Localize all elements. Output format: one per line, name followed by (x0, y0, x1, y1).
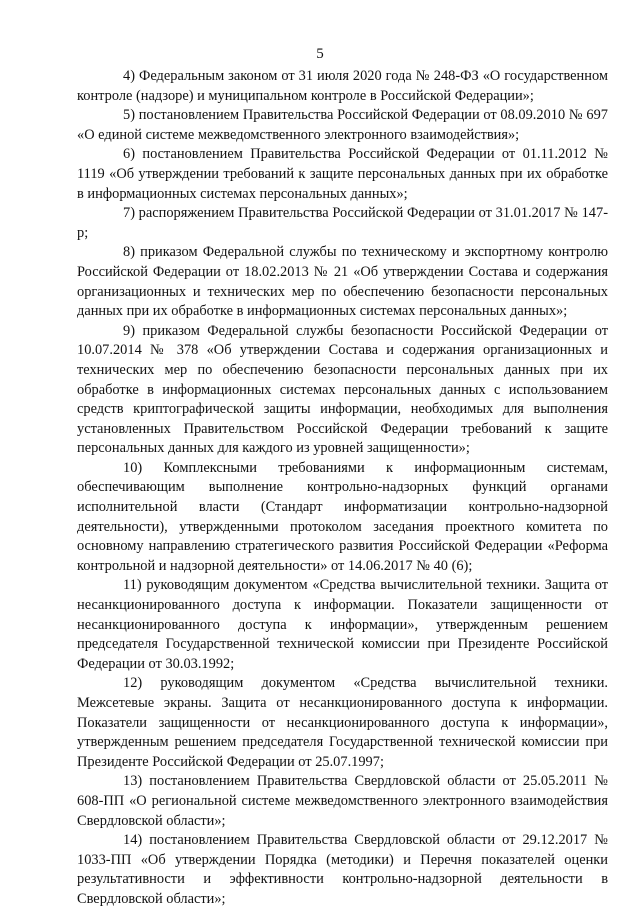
list-item-7: 7) распоряжением Правительства Российской Федерации от 31.01.2017 № 147-р; (77, 205, 608, 241)
list-item-6: 6) постановлением Правительства Российской Федерации от 01.11.2012 № 1119 «Об утверждении требований к защите персональных данных при их обработке в информационных системах персональных данных»; (77, 146, 608, 202)
list-item-14: 14) постановлением Правительства Свердловской области от 29.12.2017 № 1033-ПП «Об утверждении Порядка (методики) и Перечня показателей оценки результативности и эффективности контрольно-надзорной деятельности в Свердловской области»; (77, 832, 608, 907)
list-item-9: 9) приказом Федеральной службы безопасности Российской Федерации от 10.07.2014 № 378 «Об утверждении Состава и содержания организационных и технических мер по обеспечению безопасности персональных данных при их обработке в информационных системах персональных данных с использованием средств криптографической защиты информации, необходимых для выполнения установленных Правительством Российской Федерации требований к защите персональных данных для каждого из уровней защищенности»; (77, 322, 608, 457)
list-item-12: 12) руководящим документом «Средства вычислительной техники. Межсетевые экраны. Защита от несанкционированного доступа к информации. Показатели защищенности от несанкционированного доступа к информации», утвержденным решением председателя Государственной технической комиссии при Президенте Российской Федерации от 25.07.1997; (77, 675, 608, 770)
list-item-4: 4) Федеральным законом от 31 июля 2020 года № 248-ФЗ «О государственном контроле (надзоре) и муниципальном контроле в Российской Федерации»; (77, 68, 608, 104)
list-item-13: 13) постановлением Правительства Свердловской области от 25.05.2011 № 608-ПП «О региональной системе межведомственного электронного взаимодействия Свердловской области»; (77, 773, 608, 829)
page-number: 5 (316, 46, 324, 62)
list-item-5: 5) постановлением Правительства Российской Федерации от 08.09.2010 № 697 «О единой системе межведомственного электронного взаимодействия»; (77, 107, 608, 143)
legal-basis-list (77, 67, 608, 910)
list-item-10: 10) Комплексными требованиями к информационным системам, обеспечивающим выполнение контрольно-надзорных функций органами исполнительной власти (Стандарт информатизации контрольно-надзорной деятельности), утвержденными протоколом заседания проектного комитета по основному направлению стратегического развития Российской Федерации «Реформа контрольной и надзорной деятельности» от 14.06.2017 № 40 (6); (77, 459, 608, 574)
list-item-8: 8) приказом Федеральной службы по техническому и экспортному контролю Российской Федерации от 18.02.2013 № 21 «Об утверждении Состава и содержания организационных и технических мер по обеспечению безопасности персональных данных при их обработке в информационных системах персональных данных»; (77, 244, 608, 320)
list-item-11: 11) руководящим документом «Средства вычислительной техники. Защита от несанкционированного доступа к информации. Показатели защищенности от несанкционированного доступа к информации», утвержденным решением председателя Государственной технической комиссии при Президенте Российской Федерации от 30.03.1992; (77, 577, 608, 672)
